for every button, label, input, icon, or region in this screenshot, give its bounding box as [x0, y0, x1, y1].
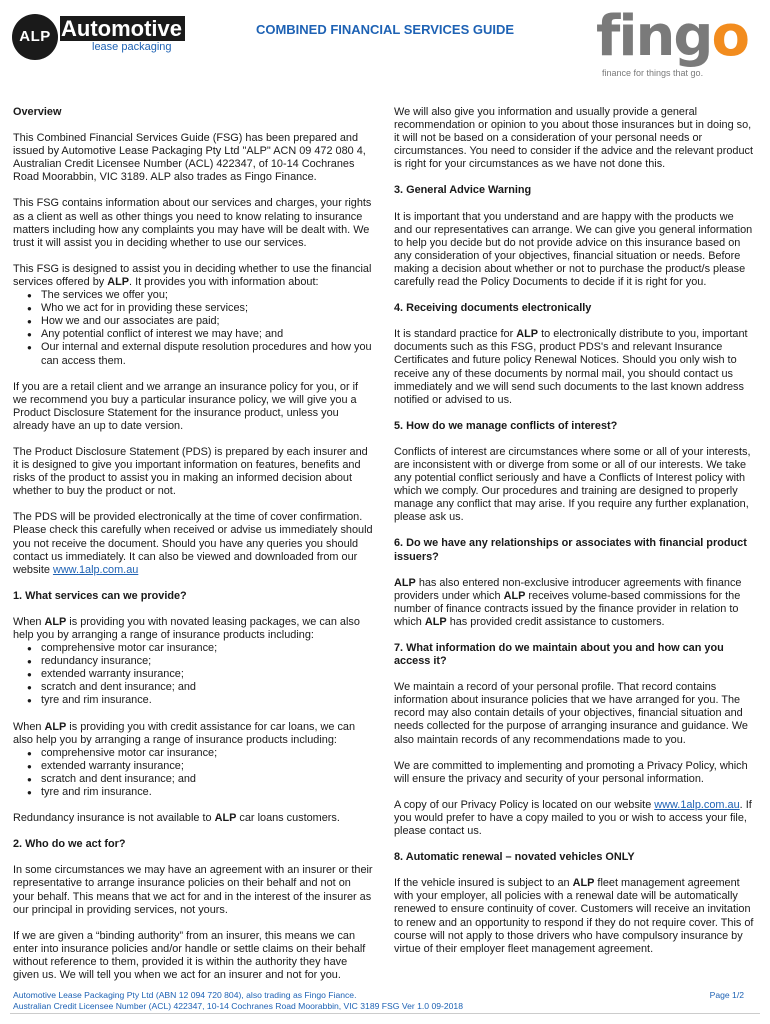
alp-logo-word: Automotive: [60, 16, 185, 42]
section-heading: 1. What services can we provide?: [13, 589, 187, 602]
paragraph: When ALP is providing you with novated leasing packages, we can also help you by arranging a range of insurance products including:: [13, 615, 360, 641]
paragraph: We are committed to implementing and promoting a Privacy Policy, which will ensure the privacy and security of your personal information.: [394, 759, 748, 785]
footer-line-2: Australian Credit Licensee Number (ACL) 422347, 10-14 Cochranes Road Moorabbin, VIC 3189 FSG Ver 1.0 09-2018: [13, 1001, 463, 1011]
right-column: [394, 106, 754, 969]
section-heading: 6. Do we have any relationships or associates with financial product issuers?: [394, 537, 747, 563]
footer: [13, 990, 463, 1012]
section-heading: 3. General Advice Warning: [394, 184, 532, 197]
paragraph: This Combined Financial Services Guide (FSG) has been prepared and issued by Automotive Lease Packaging Pty Ltd "ALP" ACN 09 472 080 4, Australian Credit Licensee Number (ACL) 422347, of 10-14 Cochranes Road Moorabbin, VIC 3189. ALP also trades as Fingo Finance.: [13, 132, 366, 184]
paragraph: The Product Disclosure Statement (PDS) is prepared by each insurer and it is designed to give you important information on features, benefits and risks of the product to assist you in making an informed decision about whether to buy the product or not.: [13, 445, 368, 498]
overview-heading: Overview: [13, 106, 62, 118]
paragraph: We maintain a record of your personal profile. That record contains information about insurance policies that we have arranged for you. The record may also contain details of your objectives, financial situation and needs collected for the purpose of arranging insurance and guidance. We also maintain records of any recommendations made to you.: [394, 681, 748, 746]
list-item: ● Any potential conflict of interest we may have; and: [41, 328, 373, 341]
services-list: [13, 289, 373, 368]
paragraph: It is important that you understand and are happy with the products we and our representatives can arrange. We can give you general information to help you decide but do not provide advice on this insurance based on any consideration of your objectives, financial situation or needs. Before making a decision about whether or not to purchase the product/s please carefully read the Policy Documents to decide if it is right for you.: [394, 210, 753, 289]
privacy-website-link[interactable]: www.1alp.com.au: [654, 798, 740, 811]
footer-line-1: Automotive Lease Packaging Pty Ltd (ABN 12 094 720 804), also trading as Fingo Fiance.: [13, 990, 357, 1000]
list-item: ● tyre and rim insurance.: [41, 786, 373, 799]
paragraph: When ALP is providing you with credit assistance for car loans, we can also help you by arranging a range of insurance products including:: [13, 720, 356, 746]
left-column: [13, 106, 373, 995]
list-item: ● comprehensive motor car insurance;: [41, 747, 373, 760]
paragraph: The PDS will be provided electronically at the time of cover confirmation. Please check this carefully when received or advise us immediately should you not receive the document. Should you have any queries you should contact us immediately. It can also be viewed and downloaded from our website www.1alp.com.au: [13, 511, 373, 576]
paragraph: If we are given a “binding authority” from an insurer, this means we can enter into insurance policies and/or handle or settle claims on their behalf without reference to them, provided it is within the authority they have given us. We will tell you when we act for an insurer and not for you.: [13, 929, 366, 981]
section-heading: 5. How do we manage conflicts of interest?: [394, 419, 618, 432]
paragraph: If the vehicle insured is subject to an ALP fleet management agreement with your employer, all policies with a renewal date will be automatically renewed to ensure continuity of cover. Customers will receive an invitation to renew and an opportunity to respond if they do not require cover. This of course will not apply to those drivers who have compulsory insurance by virtue of their employer fleet management agreement.: [394, 877, 754, 955]
paragraph: We will also give you information and usually provide a general recommendation or opinion to you about those insurances but in doing so, it will not be based on a consideration of your personal needs or circumstances. You need to consider if the advice and the relevant product is right for your circumstances as we have not done this.: [394, 106, 754, 171]
list-item: ● Who we act for in providing these services;: [41, 302, 373, 315]
paragraph: Conflicts of interest are circumstances where some or all of your interests, are inconsistent with or diverge from some or all of our interests. We take any potential conflict seriously and have a Conflicts of Interest policy with which we comply. Our procedures and training are designed to properly manage any conflict that may arise. If you require any further explanation, please ask us.: [394, 445, 751, 524]
section-heading: 4. Receiving documents electronically: [394, 302, 592, 315]
fingo-logo: [596, 4, 756, 82]
list-item: ● comprehensive motor car insurance;: [41, 642, 373, 655]
insurance-list: [13, 642, 373, 707]
section-heading: 8. Automatic renewal – novated vehicles ONLY: [394, 851, 635, 864]
paragraph: Redundancy insurance is not available to ALP car loans customers.: [13, 812, 340, 825]
section-heading: 2. Who do we act for?: [13, 838, 126, 851]
list-item: ● extended warranty insurance;: [41, 668, 373, 681]
paragraph: It is standard practice for ALP to electronically distribute to you, important documents such as this FSG, product PDS's and relevant Insurance Certificates and future policy Renewal Notices. Should you only wish to receive any of these documents by normal mail, you should contact us immediately and we will send such documents to the last known address notified or advised to us.: [394, 328, 748, 406]
paragraph: This FSG is designed to assist you in deciding whether to use the financial services offered by ALP. It provides you with information about:: [13, 262, 372, 288]
insurance-list: [13, 747, 373, 799]
list-item: ● The services we offer you;: [41, 289, 373, 302]
alp-logo: [12, 14, 180, 60]
list-item: ● tyre and rim insurance.: [41, 694, 373, 707]
section-heading: 7. What information do we maintain about you and how can you access it?: [394, 642, 724, 668]
list-item: ● How we and our associates are paid;: [41, 315, 373, 328]
paragraph: If you are a retail client and we arrange an insurance policy for you, or if we recommend you buy a particular insurance policy, we will give you a Product Disclosure Statement for the insurance product, unless you already have an up to date version.: [13, 380, 359, 432]
list-item: ● redundancy insurance;: [41, 655, 373, 668]
paragraph: In some circumstances we may have an agreement with an insurer or their representative to arrange insurance policies on their behalf and not on your behalf. This means that we act for and in the interest of the insurer as our principal in providing services, not yours.: [13, 864, 373, 916]
list-item: ● scratch and dent insurance; and: [41, 681, 373, 694]
fingo-logo-word: fingo: [596, 4, 748, 69]
page-number: Page 1/2: [709, 990, 744, 1000]
paragraph: A copy of our Privacy Policy is located on our website www.1alp.com.au. If you would prefer to have a copy mailed to you or wish to access your file, please contact us.: [394, 798, 752, 838]
footer-divider: [10, 1013, 760, 1014]
page-title: COMBINED FINANCIAL SERVICES GUIDE: [255, 22, 515, 37]
paragraph: ALP has also entered non-exclusive introducer agreements with finance providers under which ALP receives volume-based commissions for the number of finance contracts issued by the finance provider in relation to which ALP has provided credit assistance to customers.: [394, 576, 742, 628]
list-item: ● extended warranty insurance;: [41, 760, 373, 773]
list-item: ● scratch and dent insurance; and: [41, 773, 373, 786]
fingo-tagline: finance for things that go.: [602, 68, 704, 78]
alp-logo-mark: ALP: [12, 14, 58, 60]
alp-logo-sub: lease packaging: [92, 41, 172, 53]
list-item: ● Our internal and external dispute resolution procedures and how you can access them.: [41, 341, 373, 367]
paragraph: This FSG contains information about our services and charges, your rights as a client as well as other things you need to know relating to insurance matters including how any complaints you may have will be dealt with. We trust it will assist you in deciding whether to use our services.: [13, 197, 372, 249]
website-link[interactable]: www.1alp.com.au: [52, 563, 139, 576]
